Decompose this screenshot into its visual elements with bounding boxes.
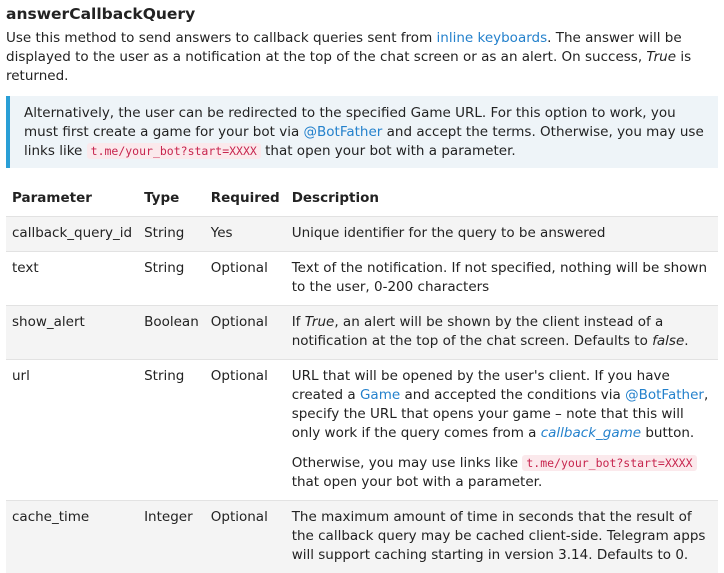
param-type: Boolean xyxy=(138,306,205,360)
method-description xyxy=(6,29,718,86)
param-description xyxy=(286,360,718,501)
desc-paragraph xyxy=(292,454,712,492)
botfather-link[interactable]: @BotFather xyxy=(625,387,704,403)
desc-text-3: is returned. xyxy=(6,49,691,84)
param-name: show_alert xyxy=(6,306,138,360)
param-required: Optional xyxy=(205,306,286,360)
desc-paragraph xyxy=(292,367,712,443)
param-type: String xyxy=(138,252,205,306)
param-name: url xyxy=(6,360,138,501)
desc-text: button. xyxy=(641,425,694,441)
desc-text-2: . The answer will be displayed to the user as a notification at the top of the chat screen or as an alert. On success, xyxy=(6,30,682,65)
param-type: Integer xyxy=(138,501,205,573)
desc-text: Otherwise, you may use links like xyxy=(292,455,523,471)
parameters-table xyxy=(6,179,718,573)
param-type: String xyxy=(138,217,205,252)
note-text-1: Alternatively, the user can be redirected to the specified Game URL. For this option to work, you must first create a game for your bot via xyxy=(24,105,676,140)
param-description: The maximum amount of time in seconds that the result of the callback query may be cached client-side. Telegram apps will support caching starting in version 3.14. Defaults to 0. xyxy=(286,501,718,573)
note-code: t.me/your_bot?start=XXXX xyxy=(87,143,261,159)
desc-code: t.me/your_bot?start=XXXX xyxy=(522,455,696,471)
header-type: Type xyxy=(138,179,205,217)
table-row xyxy=(6,252,718,306)
param-required: Yes xyxy=(205,217,286,252)
param-description: Text of the notification. If not specified, nothing will be shown to the user, 0-200 characters xyxy=(286,252,718,306)
method-title: answerCallbackQuery xyxy=(6,0,718,25)
table-row xyxy=(6,360,718,501)
desc-text: . xyxy=(684,333,688,349)
param-description: Unique identifier for the query to be answered xyxy=(286,217,718,252)
inline-keyboards-link[interactable]: inline keyboards xyxy=(437,30,548,46)
desc-text: and accepted the conditions via xyxy=(400,387,625,403)
param-type: String xyxy=(138,360,205,501)
callback-game-link[interactable]: callback_game xyxy=(541,425,641,441)
desc-text-1: Use this method to send answers to callback queries sent from xyxy=(6,30,437,46)
desc-text: URL that will be opened by the user's client. If you have created a xyxy=(292,368,670,403)
header-description: Description xyxy=(286,179,718,217)
desc-true: True xyxy=(646,49,676,65)
table-header-row xyxy=(6,179,718,217)
param-name: text xyxy=(6,252,138,306)
note-text-2: and accept the terms. Otherwise, you may use links like xyxy=(24,124,704,159)
desc-text: , specify the URL that opens your game – note that this will only work if the query comes from a xyxy=(292,387,709,441)
param-required: Optional xyxy=(205,501,286,573)
note-text-3: that open your bot with a parameter. xyxy=(261,143,516,159)
desc-emphasis: True xyxy=(305,314,335,330)
param-name: cache_time xyxy=(6,501,138,573)
header-parameter: Parameter xyxy=(6,179,138,217)
table-row xyxy=(6,306,718,360)
desc-text: that open your bot with a parameter. xyxy=(292,474,543,490)
param-required: Optional xyxy=(205,252,286,306)
botfather-link[interactable]: @BotFather xyxy=(304,124,383,140)
desc-emphasis: false xyxy=(652,333,684,349)
game-link[interactable]: Game xyxy=(360,387,400,403)
table-row xyxy=(6,217,718,252)
param-name: callback_query_id xyxy=(6,217,138,252)
table-row xyxy=(6,501,718,573)
note-block xyxy=(6,96,718,168)
desc-text: If xyxy=(292,314,305,330)
param-description xyxy=(286,306,718,360)
header-required: Required xyxy=(205,179,286,217)
param-required: Optional xyxy=(205,360,286,501)
desc-text: , an alert will be shown by the client instead of a notification at the top of the chat screen. Defaults to xyxy=(292,314,664,349)
